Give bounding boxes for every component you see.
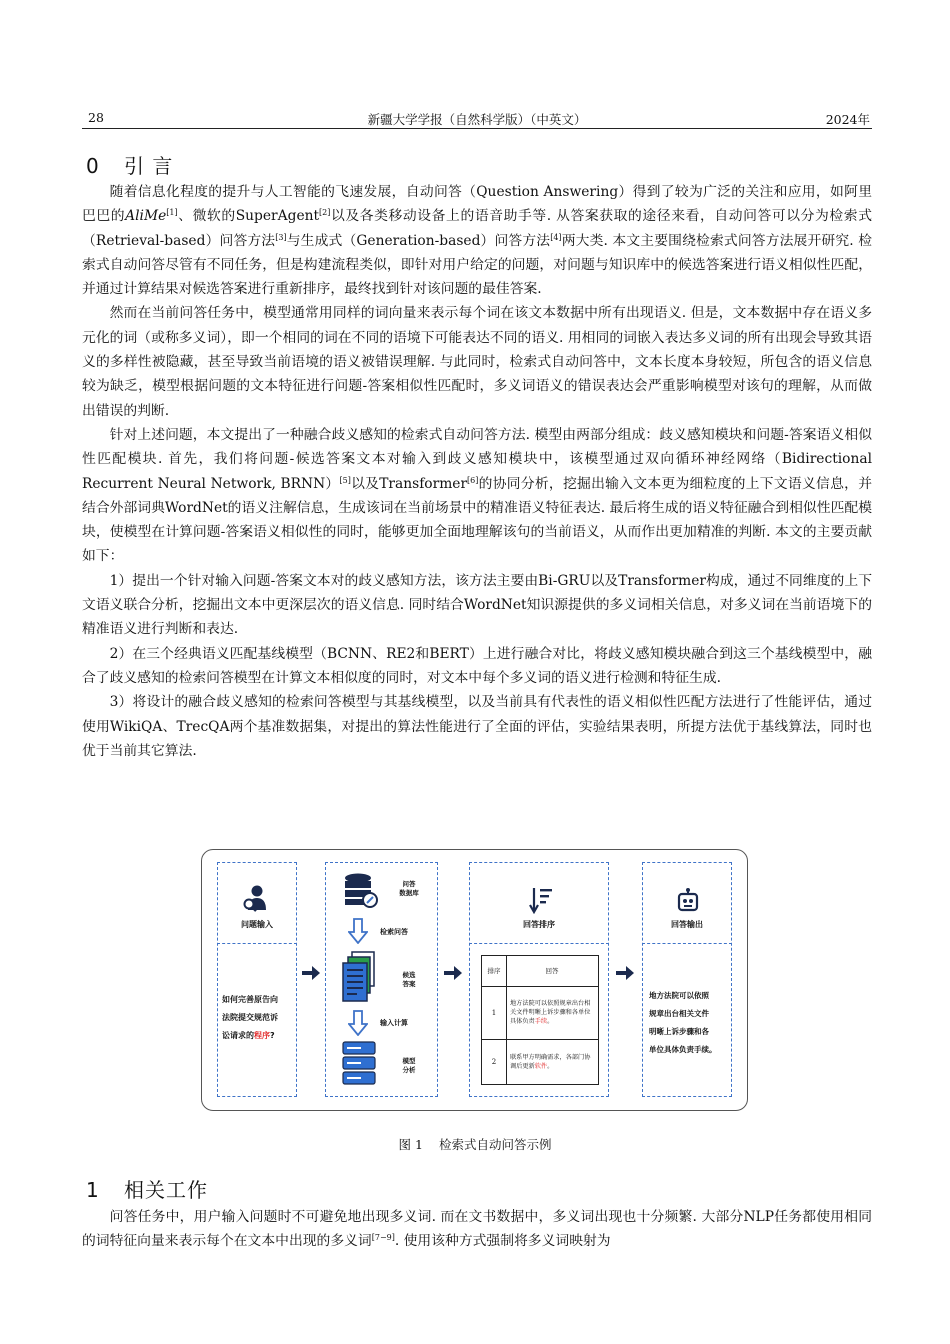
arrow-right-icon: [615, 965, 635, 981]
paragraph: 随着信息化程度的提升与人工智能的飞速发展，自动问答（Question Answering）得到了较为广泛的关注和应用，如阿里巴巴的AliMe[1]、微软的SuperAgent[2]以及各类移动设备上的语音助手等. 从答案获取的途径来看，自动问答可以分为检索式（Retrieval-based）问答方法[3]与生成式（Generation-based）问答方法[4]两大类. 本文主要围绕检索式问答方法展开研究. 检索式自动问答尽管有不同任务，但是构建流程类似，即针对用户给定的问题，对问题与知识库中的候选答案进行语义相似性匹配，并通过计算结果对候选答案进行重新排序，最终找到针对该问题的最佳答案.: [82, 184, 872, 298]
user-search-icon: [240, 884, 270, 914]
arrow-right-icon: [301, 965, 321, 981]
database-search-icon: [342, 872, 380, 910]
divider: [469, 943, 609, 944]
citation: [1]: [166, 208, 178, 218]
figure-1-qa-pipeline: [201, 849, 748, 1111]
citation: [5]: [339, 475, 351, 485]
documents-icon: [342, 951, 378, 1003]
candidate-answers-label: 候选 答案: [402, 971, 416, 988]
answer-ranking-label: 回答排序: [523, 920, 555, 929]
rank-number: 1: [482, 986, 507, 1039]
input-compute-label: 输入计算: [380, 1019, 408, 1027]
contribution-3: 3）将设计的融合歧义感知的检索问答模型与其基线模型，以及当前具有代表性的语义相似性匹配方法进行了性能评估，通过使用WikiQA、TrecQA两个基准数据集，对提出的算法性能进行了全面的评估，实验结果表明，所提方法优于基线算法，同时也优于当前其它算法.: [82, 694, 872, 759]
question-input-label: 问题输入: [241, 920, 273, 929]
figure-number: 图 1: [398, 1137, 423, 1152]
section-heading-intro: [86, 150, 173, 179]
citation: [4]: [550, 232, 562, 242]
table-header-order: 排序: [482, 956, 507, 986]
citation: [3]: [275, 232, 287, 242]
arrow-down-icon: [348, 918, 368, 944]
citation: [7−9]: [371, 1233, 395, 1243]
figure-caption-text: 检索式自动问答示例: [438, 1137, 552, 1152]
page-number: 28: [88, 110, 104, 125]
figure-caption: [0, 1135, 950, 1153]
ranked-answers-table: [481, 955, 599, 1085]
qa-database-label: 问答 数据库: [399, 880, 419, 897]
answer-cell: 联系甲方明确需求，各部门协调后更新软件。: [510, 1054, 591, 1070]
publication-year: 2024年: [825, 112, 870, 127]
citation: [2]: [319, 208, 331, 218]
journal-title: 新疆大学学报（自然科学版）（中英文）: [367, 112, 587, 127]
section-title: 引 言: [124, 154, 174, 178]
table-row: [482, 1039, 598, 1085]
section-heading-related-work: [86, 1174, 208, 1203]
server-icon: [342, 1041, 376, 1085]
related-work-body: [82, 1205, 872, 1254]
divider: [217, 943, 297, 944]
sort-descending-icon: [529, 886, 553, 914]
contribution-1: 1）提出一个针对输入问题-答案文本对的歧义感知方法，该方法主要由Bi-GRU以及Transformer构成，通过不同维度的上下文语义联合分析，挖掘出文本中更深层次的语义信息. 同时结合WordNet知识源提供的多义词相关信息，对多义词在当前语境下的精准语义进行判断和表达.: [82, 572, 872, 638]
table-row: [482, 986, 598, 1040]
section-number: 0: [86, 154, 100, 178]
retrieve-qa-label: 检索问答: [380, 928, 408, 936]
rank-number: 2: [482, 1039, 507, 1085]
citation: [6]: [467, 475, 479, 485]
answer-cell: 地方法院可以依照规章出台相关文件明晰上诉步骤和各单位具体负责手续。: [510, 1000, 591, 1025]
paragraph: 然而在当前问答任务中，模型通常用同样的词向量来表示每个词在该文本数据中所有出现语义. 但是，文本数据中存在语义多元化的词（或称多义词），即一个相同的词在不同的语境下可能表达不同的语义. 用相同的词嵌入表达多义词的所有出现会导致其语义的多样性被隐藏，甚至导致当前语境的语义被错误理解. 与此同时，检索式自动问答中，文本长度本身较短，所包含的语义信息较为缺乏，模型根据问题的文本特征进行问题-答案相似性匹配时，多义词语义的错误表达会严重影响模型对该句的理解，从而做出错误的判断.: [82, 305, 872, 419]
answer-output-label: 回答输出: [671, 920, 703, 929]
contribution-2: 2）在三个经典语义匹配基线模型（BCNN、RE2和BERT）上进行融合对比，将歧义感知模块融合到这三个基线模型中，融合了歧义感知的检索问答模型在计算文本相似度的同时，对文本中每个多义词的语义进行检测和特征生成.: [82, 645, 872, 686]
section-number: 1: [86, 1178, 100, 1202]
output-answer-text: 地方法院可以依照 规章出台相关文件 明晰上诉步骤和各 单位具体负责手续。: [649, 991, 717, 1054]
model-analysis-label: 模型 分析: [402, 1057, 416, 1074]
divider: [642, 943, 732, 944]
paragraph: 问答任务中，用户输入问题时不可避免地出现多义词. 而在文书数据中，多义词出现也十分频繁. 大部分NLP任务都使用相同的词特征向量来表示每个在文本中出现的多义词[7−9]. 使用该种方式强制将多义词映射为: [82, 1209, 872, 1250]
sample-question: 如何完善原告向 法院提交规范诉 讼请求的程序?: [222, 995, 278, 1040]
paragraph: 针对上述问题，本文提出了一种融合歧义感知的检索式自动问答方法. 模型由两部分组成：歧义感知模块和问题-答案语义相似性匹配模块. 首先，我们将问题-候选答案文本对输入到歧义感知模块中，该模型通过双向循环神经网络（Bidirectional Recurrent Neural Network, BRNN）[5]以及Transformer[6]的协同分析，挖掘出输入文本更为细粒度的上下文语义信息，并结合外部词典WordNet的语义注解信息，生成该词在当前场景中的精准语义特征表达. 最后将生成的语义特征融合到相似性匹配模块，使模型在计算问题-答案语义相似性的同时，能够更加全面地理解该句的当前语义，从而作出更加精准的判断. 本文的主要贡献如下：: [82, 426, 872, 565]
running-header: [82, 108, 872, 129]
intro-body: [82, 180, 872, 763]
table-header-row: [482, 956, 598, 987]
robot-icon: [677, 888, 699, 912]
section-title: 相关工作: [124, 1178, 208, 1202]
arrow-down-icon: [348, 1010, 368, 1036]
arrow-right-icon: [443, 965, 463, 981]
alime-name: AliMe: [125, 208, 167, 225]
table-header-answer: 回答: [545, 966, 559, 975]
